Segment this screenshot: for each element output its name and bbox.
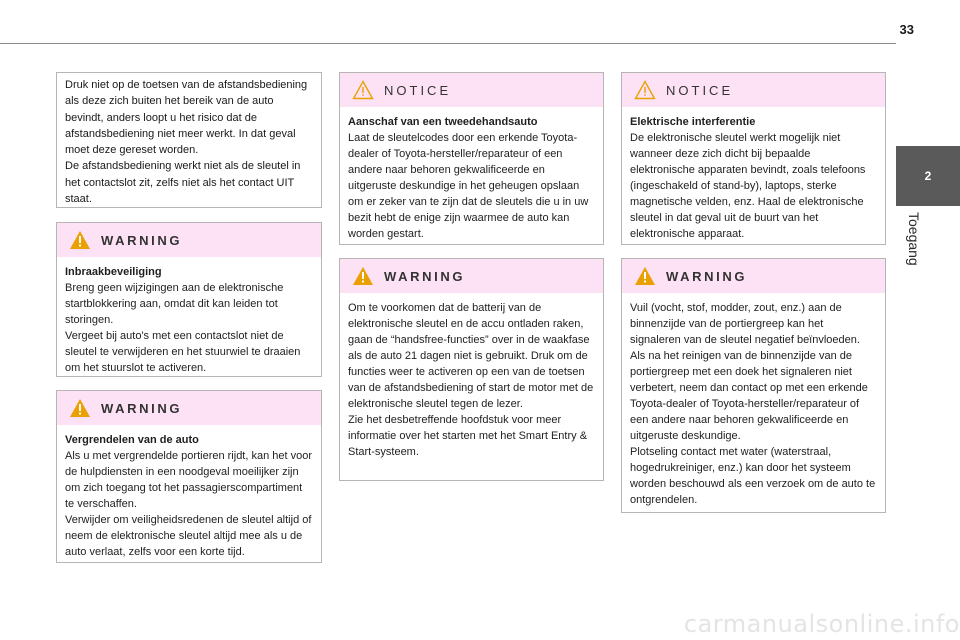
notice-header — [622, 73, 885, 107]
chapter-number: 2 — [924, 169, 932, 183]
warning-box-locking — [56, 390, 322, 563]
warning-box-immobiliser — [56, 222, 322, 377]
info-box-remote — [56, 72, 322, 208]
warning-heading: Vergrendelen van de auto — [65, 434, 199, 446]
warning-header — [57, 391, 321, 425]
warning-text-1: Als u met vergrendelde portieren rijdt, kan het voor de hulpdiensten in een noodgeval moeilijker zijn om zich toegang tot het passagierscompartiment te verschaffen. — [65, 450, 313, 510]
notice-icon — [352, 80, 374, 100]
chapter-label — [906, 212, 926, 292]
warning-title: WARNING — [666, 268, 748, 284]
warning-header — [340, 259, 603, 293]
info-text-2: De afstandsbediening werkt niet als de sleutel in het contactslot zit, zelfs niet als het contact UIT staat. — [65, 160, 301, 206]
warning-icon — [352, 266, 374, 286]
header-divider — [0, 43, 896, 44]
warning-title: WARNING — [101, 232, 183, 248]
notice-box-interference — [621, 72, 886, 245]
warning-header — [57, 223, 321, 257]
warning-text-1: Vuil (vocht, stof, modder, zout, enz.) aan de binnenzijde van de portiergreep kan het signaleren van de sleutel negatief beïnvloeden. Als na het reinigen van de binnenzijde van de portiergreep met een doek het signaleren niet verbetert, neem dan contact op met een erkende Toyota-dealer of Toyota-hersteller/reparateur of een andere naar behoren gekwalificeerde en uitgeruste deskundige. — [630, 302, 868, 442]
page-number: 33 — [899, 22, 914, 37]
notice-title: NOTICE — [384, 82, 452, 98]
notice-text: De elektronische sleutel werkt mogelijk niet wanneer deze zich dicht bij bepaalde elektronische apparaten bevindt, zoals telefoons (ingeschakeld of stand-by), laptops, sterke magnetische velden, enz. Haal de elektronische sleutel in dat geval uit de buurt van het elektronische apparaat. — [630, 132, 866, 240]
warning-heading: Inbraakbeveiliging — [65, 266, 162, 278]
warning-icon — [69, 398, 91, 418]
warning-icon — [634, 266, 656, 286]
warning-box-door-handle — [621, 258, 886, 513]
notice-heading: Aanschaf van een tweedehandsauto — [348, 116, 538, 128]
chapter-tab[interactable] — [896, 146, 960, 206]
warning-text-1: Breng geen wijzigingen aan de elektronische startblokkering aan, omdat dit kan leiden tot storingen. — [65, 282, 284, 326]
notice-title: NOTICE — [666, 82, 734, 98]
warning-text-1: Om te voorkomen dat de batterij van de elektronische sleutel en de accu ontladen raken, gaan de “handsfree-functies” over in de waakfase als de auto 21 dagen niet is gebruikt. Druk om de functies weer te activeren op een van de toetsen van de afstandsbediening of start de motor met de elektronische sleutel tegen de lezer. — [348, 302, 594, 410]
warning-text-2: Plotseling contact met water (waterstraal, hogedrukreiniger, enz.) kan door het systeem worden beschouwd als een verzoek om de auto te ontgrendelen. — [630, 446, 876, 506]
notice-text: Laat de sleutelcodes door een erkende Toyota-dealer of Toyota-hersteller/reparateur of een andere naar behoren gekwalificeerde en uitgeruste deskundige in het geheugen opslaan om er zeker van te zijn dat de sleutels die u in uw bezit hebt de enige zijn waarmee de auto kan worden gestart. — [348, 132, 589, 240]
notice-icon — [634, 80, 656, 100]
notice-heading: Elektrische interferentie — [630, 116, 756, 128]
warning-text-2: Verwijder om veiligheidsredenen de sleutel altijd of neem de elektronische sleutel altijd mee als u de auto verlaat, zelfs voor een korte tijd. — [65, 514, 312, 558]
warning-icon — [69, 230, 91, 250]
warning-text-2: Vergeet bij auto's met een contactslot niet de sleutel te verwijderen en het stuurwiel te draaien om het stuurslot te activeren. — [65, 330, 301, 374]
notice-header — [340, 73, 603, 107]
warning-title: WARNING — [384, 268, 466, 284]
warning-text-2: Zie het desbetreffende hoofdstuk voor meer informatie over het starten met het Smart Entry & Start-systeem. — [348, 414, 588, 458]
watermark: carmanualsonline.info — [683, 610, 960, 638]
warning-box-battery — [339, 258, 604, 481]
notice-box-second-hand — [339, 72, 604, 245]
info-text-1: Druk niet op de toetsen van de afstandsbediening als deze zich buiten het bereik van de auto bevindt, anders loopt u het risico dat de afstandsbediening niet meer werkt. In dat geval moet deze gereset worden. — [65, 79, 308, 157]
warning-header — [622, 259, 885, 293]
chapter-label-text: Toegang — [906, 212, 922, 266]
warning-title: WARNING — [101, 400, 183, 416]
